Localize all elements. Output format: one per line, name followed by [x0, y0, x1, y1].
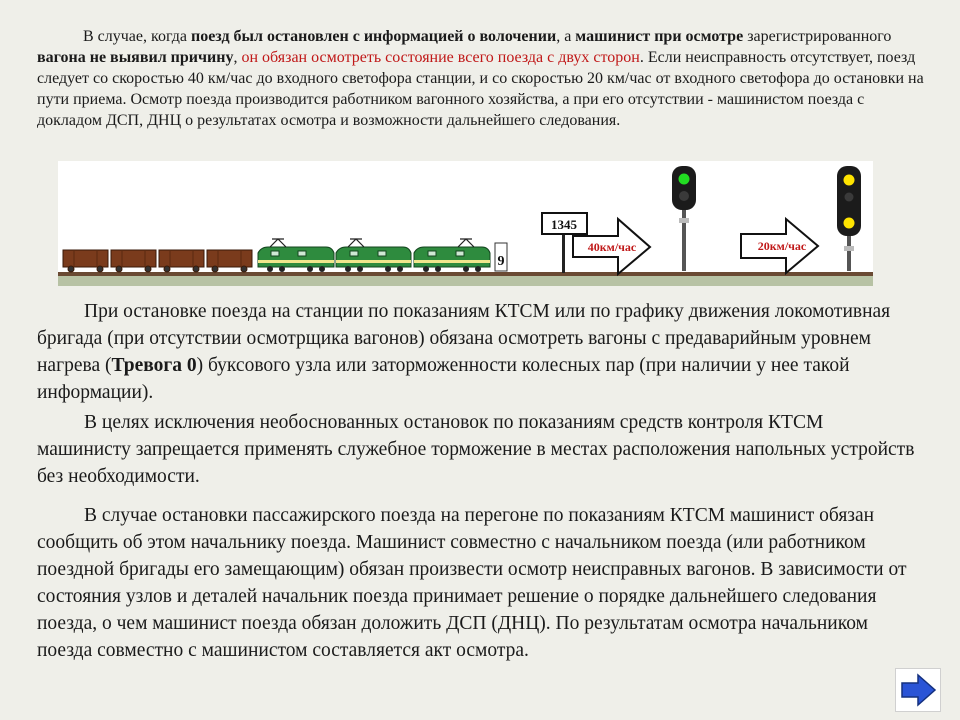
- track: [58, 272, 873, 276]
- arrow-right-icon: [896, 669, 940, 711]
- next-slide-button[interactable]: [895, 668, 941, 712]
- paragraph-passenger-train: В случае остановки пассажирского поезда на перегоне по показаниям КТСМ машинист обязан сообщить об этом начальнику поезда. Машинист совместно с начальником поезда (или работником поездной бригады его замещающим) обязан произвести осмотр неисправных вагонов. В зависимости от состояния узлов и деталей начальник поезда принимает решение о порядке дальнейшего следования поезда, о чем машинист поезда обязан доложить ДСП (ДНЦ). По результатам осмотра начальником поезда совместно с машинистом составляется акт осмотра.: [37, 505, 907, 661]
- locomotive: [258, 247, 490, 267]
- signal-pole: [682, 201, 686, 271]
- paragraph-braking-rule: В целях исключения необоснованных остановок по показаниям средств контроля КТСМ машинисту запрещается применять служебное торможение в местах расположения напольных устройств без необходимости.: [37, 412, 915, 487]
- post-number: 9: [497, 254, 505, 269]
- intro-bold-3: вагона не выявил причину: [37, 49, 234, 66]
- train-diagram: [58, 161, 873, 286]
- km-sign-number: 1345: [551, 217, 577, 232]
- signal-light-green: [679, 174, 690, 185]
- alarm-level-bold: Тревога 0: [111, 355, 197, 376]
- intro-bold-1: поезд был остановлен с информацией о волочении: [190, 28, 557, 45]
- intro-red-emphasis: он обязан осмотреть состояние всего поезда с двух сторон: [241, 49, 640, 66]
- signal-light-yellow: [844, 218, 855, 229]
- speed-label-40: 40км/час: [587, 240, 637, 254]
- km-sign-pole: [562, 233, 565, 273]
- signal-light-yellow: [844, 175, 855, 186]
- intro-paragraph: В случае, когда поезд был остановлен с информацией о волочении, а машинист при осмотре зарегистрированного вагона не выявил причину, он обязан осмотреть состояние всего поезда с двух сторон. Если неисправность отсутствует, поезд следует со скоростью 40 км/час до входного светофора станции, и со скоростью 20 км/час от входного светофора до остановки на пути приема. Осмотр поезда производится работником вагонного хозяйства, а при его отсутствии - машинистом поезда с докладом ДСП, ДНЦ о результатах осмотра и возможности дальнейшего следования.: [37, 28, 924, 129]
- intro-bold-2: машинист при осмотре: [575, 28, 744, 45]
- signal-head: [672, 166, 696, 210]
- paragraph-station-stop: При остановке поезда на станции по показаниям КТСМ или по графику движения локомотивная бригада (при отсутствии осмотрщика вагонов) обязана осмотреть вагоны с предаварийным уровнем нагрева (Тревога 0) буксового узла или заторможенности колесных пар (при наличии у нее такой информации).: [37, 301, 891, 403]
- ballast: [58, 276, 873, 286]
- speed-label-20: 20км/час: [757, 239, 807, 253]
